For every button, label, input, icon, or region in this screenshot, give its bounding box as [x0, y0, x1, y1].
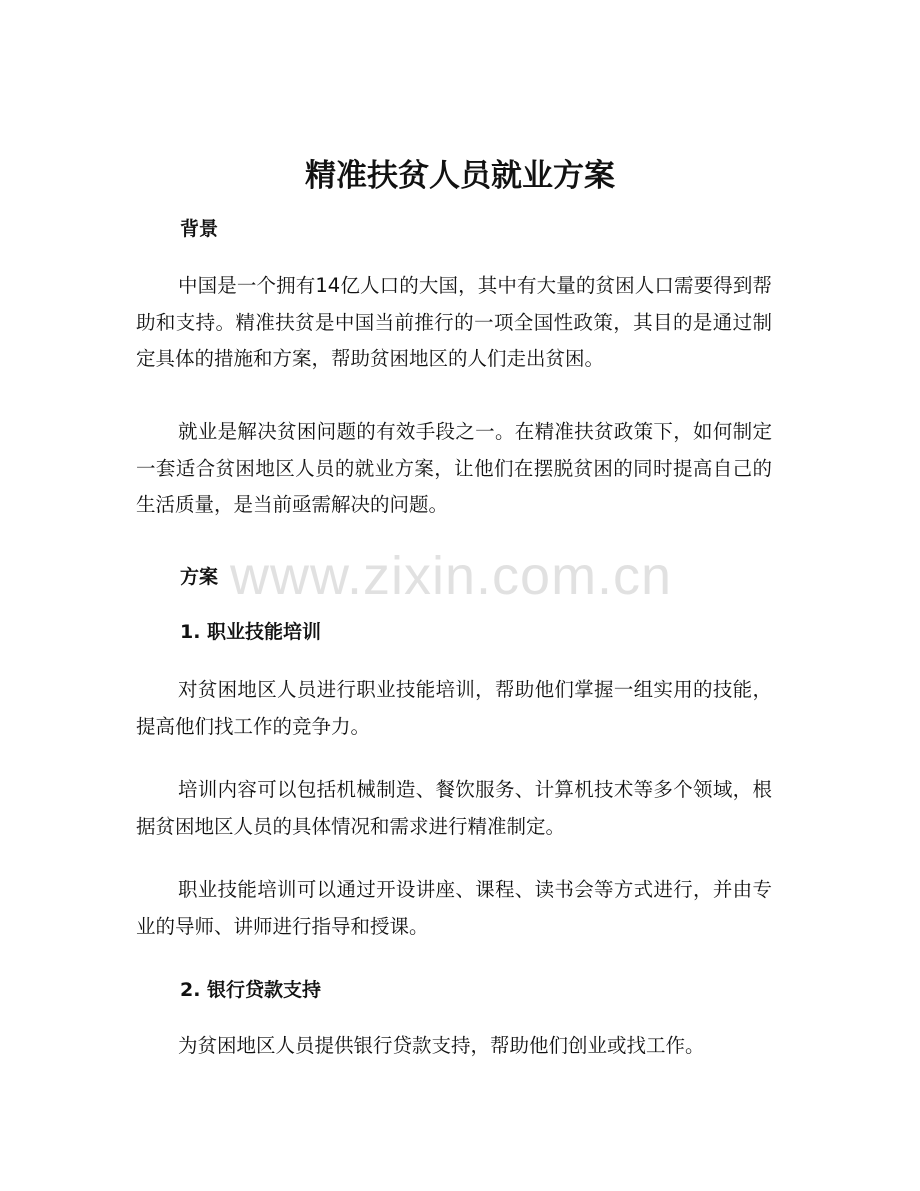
paragraph: 为贫困地区人员提供银行贷款支持，帮助他们创业或找工作。	[178, 1034, 705, 1057]
paragraph: 中国是一个拥有14亿人口的大国，其中有大量的贫困人口需要得到帮助和支持。精准扶贫是中国当前推行的一项全国性政策，其目的是通过制定具体的措施和方案，帮助贫困地区的人们走出贫困。	[136, 274, 772, 370]
section-heading-plan: 方案	[180, 566, 219, 588]
watermark: www.zixin.com.cn	[230, 546, 673, 606]
paragraph: 对贫困地区人员进行职业技能培训，帮助他们掌握一组实用的技能，提高他们找工作的竞争力。	[136, 678, 772, 738]
paragraph: 就业是解决贫困问题的有效手段之一。在精准扶贫政策下，如何制定一套适合贫困地区人员的就业方案，让他们在摆脱贫困的同时提高自己的生活质量，是当前亟需解决的问题。	[136, 420, 772, 516]
paragraph: 培训内容可以包括机械制造、餐饮服务、计算机技术等多个领域，根据贫困地区人员的具体情况和需求进行精准制定。	[136, 778, 772, 838]
subheading-vocational-training: 1. 职业技能培训	[180, 621, 322, 643]
paragraph: 职业技能培训可以通过开设讲座、课程、读书会等方式进行，并由专业的导师、讲师进行指导和授课。	[136, 878, 772, 938]
subheading-bank-loan-support: 2. 银行贷款支持	[180, 979, 322, 1001]
document-title: 精准扶贫人员就业方案	[305, 158, 615, 194]
section-heading-background: 背景	[180, 218, 219, 240]
